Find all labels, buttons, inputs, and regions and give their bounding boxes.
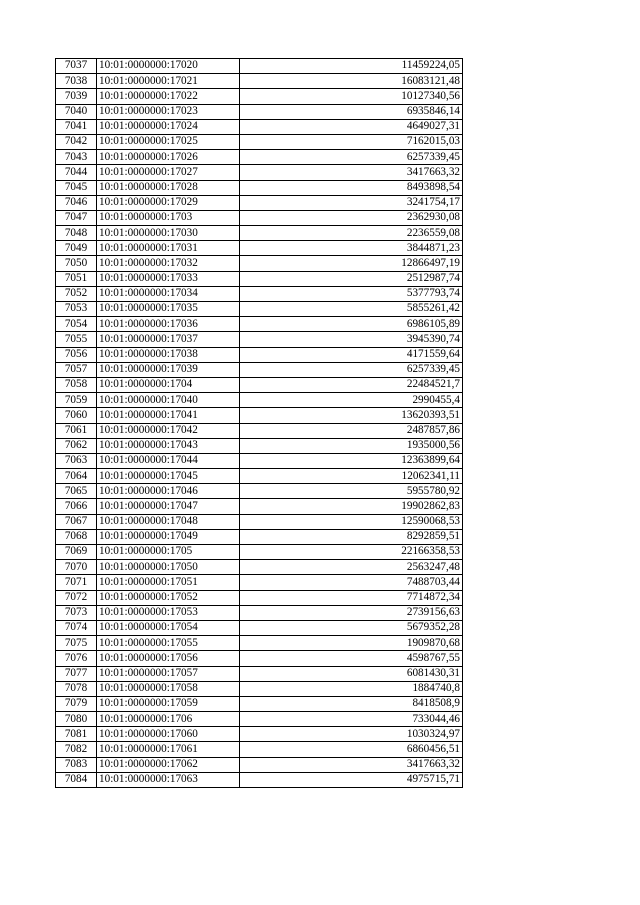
- row-number-cell: 7073: [56, 605, 97, 620]
- cadastral-number-cell: 10:01:0000000:17045: [97, 469, 240, 484]
- cadastral-number-cell: 10:01:0000000:17032: [97, 256, 240, 271]
- cadastral-value-cell: 12590068,53: [240, 514, 463, 529]
- cadastral-number-cell: 10:01:0000000:17053: [97, 605, 240, 620]
- row-number-cell: 7075: [56, 636, 97, 651]
- cadastral-number-cell: 10:01:0000000:17026: [97, 150, 240, 165]
- row-number-cell: 7039: [56, 89, 97, 104]
- table-row: [56, 150, 463, 165]
- table-row: [56, 590, 463, 605]
- cadastral-number-cell: 10:01:0000000:17050: [97, 560, 240, 575]
- row-number-cell: 7050: [56, 256, 97, 271]
- row-number-cell: 7078: [56, 681, 97, 696]
- cadastral-number-cell: 10:01:0000000:17052: [97, 590, 240, 605]
- row-number-cell: 7062: [56, 438, 97, 453]
- row-number-cell: 7059: [56, 393, 97, 408]
- row-number-cell: 7058: [56, 377, 97, 392]
- cadastral-value-cell: 3844871,23: [240, 241, 463, 256]
- cadastral-number-cell: 10:01:0000000:17055: [97, 636, 240, 651]
- cadastral-number-cell: 10:01:0000000:17022: [97, 89, 240, 104]
- table-row: [56, 347, 463, 362]
- cadastral-value-cell: 1935000,56: [240, 438, 463, 453]
- table-row: [56, 438, 463, 453]
- row-number-cell: 7040: [56, 104, 97, 119]
- cadastral-number-cell: 10:01:0000000:17051: [97, 575, 240, 590]
- row-number-cell: 7069: [56, 545, 97, 560]
- cadastral-number-cell: 10:01:0000000:1706: [97, 712, 240, 727]
- table-row: [56, 423, 463, 438]
- cadastral-number-cell: 10:01:0000000:17058: [97, 681, 240, 696]
- table-body: [56, 59, 463, 788]
- cadastral-value-cell: 4171559,64: [240, 347, 463, 362]
- table-row: [56, 681, 463, 696]
- table-row: [56, 119, 463, 134]
- table-row: [56, 89, 463, 104]
- row-number-cell: 7049: [56, 241, 97, 256]
- cadastral-value-cell: 4649027,31: [240, 119, 463, 134]
- table-row: [56, 696, 463, 711]
- cadastral-value-cell: 7488703,44: [240, 575, 463, 590]
- cadastral-value-cell: 6081430,31: [240, 666, 463, 681]
- row-number-cell: 7056: [56, 347, 97, 362]
- cadastral-value-cell: 1030324,97: [240, 727, 463, 742]
- table-row: [56, 469, 463, 484]
- table-row: [56, 134, 463, 149]
- row-number-cell: 7079: [56, 696, 97, 711]
- cadastral-value-cell: 3945390,74: [240, 332, 463, 347]
- row-number-cell: 7081: [56, 727, 97, 742]
- table-row: [56, 271, 463, 286]
- cadastral-number-cell: 10:01:0000000:17029: [97, 195, 240, 210]
- table-row: [56, 514, 463, 529]
- row-number-cell: 7038: [56, 74, 97, 89]
- row-number-cell: 7054: [56, 317, 97, 332]
- cadastral-number-cell: 10:01:0000000:17023: [97, 104, 240, 119]
- table-row: [56, 377, 463, 392]
- cadastral-value-cell: 10127340,56: [240, 89, 463, 104]
- cadastral-number-cell: 10:01:0000000:17020: [97, 59, 240, 74]
- cadastral-number-cell: 10:01:0000000:17021: [97, 74, 240, 89]
- cadastral-number-cell: 10:01:0000000:17041: [97, 408, 240, 423]
- cadastral-number-cell: 10:01:0000000:17031: [97, 241, 240, 256]
- cadastral-number-cell: 10:01:0000000:17030: [97, 226, 240, 241]
- row-number-cell: 7084: [56, 772, 97, 787]
- table-row: [56, 666, 463, 681]
- cadastral-value-cell: 22484521,7: [240, 377, 463, 392]
- row-number-cell: 7044: [56, 165, 97, 180]
- cadastral-number-cell: 10:01:0000000:17042: [97, 423, 240, 438]
- table-row: [56, 742, 463, 757]
- row-number-cell: 7067: [56, 514, 97, 529]
- cadastral-number-cell: 10:01:0000000:17024: [97, 119, 240, 134]
- cadastral-value-cell: 19902862,83: [240, 499, 463, 514]
- table-row: [56, 545, 463, 560]
- cadastral-value-cell: 5679352,28: [240, 620, 463, 635]
- table-row: [56, 575, 463, 590]
- table-row: [56, 362, 463, 377]
- cadastral-number-cell: 10:01:0000000:17063: [97, 772, 240, 787]
- cadastral-value-cell: 4598767,55: [240, 651, 463, 666]
- cadastral-number-cell: 10:01:0000000:17054: [97, 620, 240, 635]
- table-row: [56, 59, 463, 74]
- cadastral-number-cell: 10:01:0000000:17035: [97, 302, 240, 317]
- cadastral-value-cell: 6257339,45: [240, 150, 463, 165]
- cadastral-number-cell: 10:01:0000000:17046: [97, 484, 240, 499]
- cadastral-number-cell: 10:01:0000000:17039: [97, 362, 240, 377]
- table-row: [56, 226, 463, 241]
- cadastral-value-cell: 5377793,74: [240, 286, 463, 301]
- cadastral-value-cell: 1884740,8: [240, 681, 463, 696]
- row-number-cell: 7048: [56, 226, 97, 241]
- table-row: [56, 727, 463, 742]
- cadastral-value-cell: 2487857,86: [240, 423, 463, 438]
- cadastral-value-cell: 2512987,74: [240, 271, 463, 286]
- cadastral-value-cell: 6257339,45: [240, 362, 463, 377]
- table-row: [56, 605, 463, 620]
- row-number-cell: 7037: [56, 59, 97, 74]
- cadastral-value-cell: 11459224,05: [240, 59, 463, 74]
- cadastral-number-cell: 10:01:0000000:17028: [97, 180, 240, 195]
- row-number-cell: 7051: [56, 271, 97, 286]
- row-number-cell: 7074: [56, 620, 97, 635]
- cadastral-number-cell: 10:01:0000000:17037: [97, 332, 240, 347]
- cadastral-number-cell: 10:01:0000000:17043: [97, 438, 240, 453]
- table-row: [56, 180, 463, 195]
- cadastral-number-cell: 10:01:0000000:17057: [97, 666, 240, 681]
- cadastral-value-table: [55, 58, 463, 788]
- table-row: [56, 453, 463, 468]
- cadastral-value-cell: 4975715,71: [240, 772, 463, 787]
- row-number-cell: 7077: [56, 666, 97, 681]
- cadastral-number-cell: 10:01:0000000:1705: [97, 545, 240, 560]
- cadastral-number-cell: 10:01:0000000:17044: [97, 453, 240, 468]
- cadastral-value-cell: 6935846,14: [240, 104, 463, 119]
- cadastral-value-cell: 12363899,64: [240, 453, 463, 468]
- table-row: [56, 560, 463, 575]
- cadastral-number-cell: 10:01:0000000:17038: [97, 347, 240, 362]
- table-row: [56, 484, 463, 499]
- cadastral-number-cell: 10:01:0000000:17060: [97, 727, 240, 742]
- cadastral-value-cell: 5955780,92: [240, 484, 463, 499]
- row-number-cell: 7052: [56, 286, 97, 301]
- row-number-cell: 7083: [56, 757, 97, 772]
- cadastral-number-cell: 10:01:0000000:17061: [97, 742, 240, 757]
- table-row: [56, 529, 463, 544]
- cadastral-value-cell: 2236559,08: [240, 226, 463, 241]
- row-number-cell: 7065: [56, 484, 97, 499]
- cadastral-number-cell: 10:01:0000000:17047: [97, 499, 240, 514]
- table-row: [56, 195, 463, 210]
- row-number-cell: 7060: [56, 408, 97, 423]
- cadastral-number-cell: 10:01:0000000:1704: [97, 377, 240, 392]
- row-number-cell: 7045: [56, 180, 97, 195]
- table-row: [56, 408, 463, 423]
- row-number-cell: 7064: [56, 469, 97, 484]
- row-number-cell: 7066: [56, 499, 97, 514]
- cadastral-number-cell: 10:01:0000000:17027: [97, 165, 240, 180]
- table-row: [56, 286, 463, 301]
- cadastral-number-cell: 10:01:0000000:17033: [97, 271, 240, 286]
- cadastral-value-cell: 3417663,32: [240, 165, 463, 180]
- row-number-cell: 7071: [56, 575, 97, 590]
- cadastral-value-cell: 2563247,48: [240, 560, 463, 575]
- table-row: [56, 302, 463, 317]
- table-row: [56, 241, 463, 256]
- cadastral-value-cell: 5855261,42: [240, 302, 463, 317]
- row-number-cell: 7047: [56, 210, 97, 225]
- cadastral-value-cell: 7162015,03: [240, 134, 463, 149]
- table-row: [56, 104, 463, 119]
- table-row: [56, 757, 463, 772]
- table-row: [56, 393, 463, 408]
- row-number-cell: 7082: [56, 742, 97, 757]
- cadastral-value-cell: 733044,46: [240, 712, 463, 727]
- cadastral-value-cell: 12062341,11: [240, 469, 463, 484]
- cadastral-value-cell: 22166358,53: [240, 545, 463, 560]
- cadastral-value-cell: 6860456,51: [240, 742, 463, 757]
- cadastral-value-cell: 2739156,63: [240, 605, 463, 620]
- cadastral-value-cell: 3417663,32: [240, 757, 463, 772]
- table-row: [56, 210, 463, 225]
- table-row: [56, 772, 463, 787]
- table-row: [56, 332, 463, 347]
- row-number-cell: 7046: [56, 195, 97, 210]
- cadastral-value-cell: 1909870,68: [240, 636, 463, 651]
- row-number-cell: 7063: [56, 453, 97, 468]
- row-number-cell: 7061: [56, 423, 97, 438]
- cadastral-number-cell: 10:01:0000000:17059: [97, 696, 240, 711]
- cadastral-number-cell: 10:01:0000000:17056: [97, 651, 240, 666]
- cadastral-number-cell: 10:01:0000000:17049: [97, 529, 240, 544]
- row-number-cell: 7053: [56, 302, 97, 317]
- cadastral-number-cell: 10:01:0000000:17040: [97, 393, 240, 408]
- table-row: [56, 317, 463, 332]
- table-row: [56, 651, 463, 666]
- cadastral-number-cell: 10:01:0000000:17025: [97, 134, 240, 149]
- row-number-cell: 7072: [56, 590, 97, 605]
- cadastral-value-cell: 8292859,51: [240, 529, 463, 544]
- cadastral-number-cell: 10:01:0000000:17034: [97, 286, 240, 301]
- table-row: [56, 712, 463, 727]
- cadastral-number-cell: 10:01:0000000:17036: [97, 317, 240, 332]
- cadastral-value-cell: 13620393,51: [240, 408, 463, 423]
- row-number-cell: 7042: [56, 134, 97, 149]
- table-row: [56, 499, 463, 514]
- row-number-cell: 7041: [56, 119, 97, 134]
- cadastral-number-cell: 10:01:0000000:17048: [97, 514, 240, 529]
- row-number-cell: 7068: [56, 529, 97, 544]
- row-number-cell: 7080: [56, 712, 97, 727]
- cadastral-number-cell: 10:01:0000000:17062: [97, 757, 240, 772]
- table-row: [56, 620, 463, 635]
- cadastral-value-cell: 8493898,54: [240, 180, 463, 195]
- table-row: [56, 256, 463, 271]
- table-row: [56, 165, 463, 180]
- cadastral-value-cell: 7714872,34: [240, 590, 463, 605]
- row-number-cell: 7070: [56, 560, 97, 575]
- cadastral-number-cell: 10:01:0000000:1703: [97, 210, 240, 225]
- row-number-cell: 7055: [56, 332, 97, 347]
- row-number-cell: 7057: [56, 362, 97, 377]
- cadastral-value-cell: 16083121,48: [240, 74, 463, 89]
- cadastral-value-cell: 6986105,89: [240, 317, 463, 332]
- cadastral-value-cell: 8418508,9: [240, 696, 463, 711]
- table-row: [56, 74, 463, 89]
- cadastral-value-cell: 3241754,17: [240, 195, 463, 210]
- table-row: [56, 636, 463, 651]
- row-number-cell: 7076: [56, 651, 97, 666]
- row-number-cell: 7043: [56, 150, 97, 165]
- cadastral-value-cell: 2990455,4: [240, 393, 463, 408]
- cadastral-value-cell: 2362930,08: [240, 210, 463, 225]
- cadastral-value-cell: 12866497,19: [240, 256, 463, 271]
